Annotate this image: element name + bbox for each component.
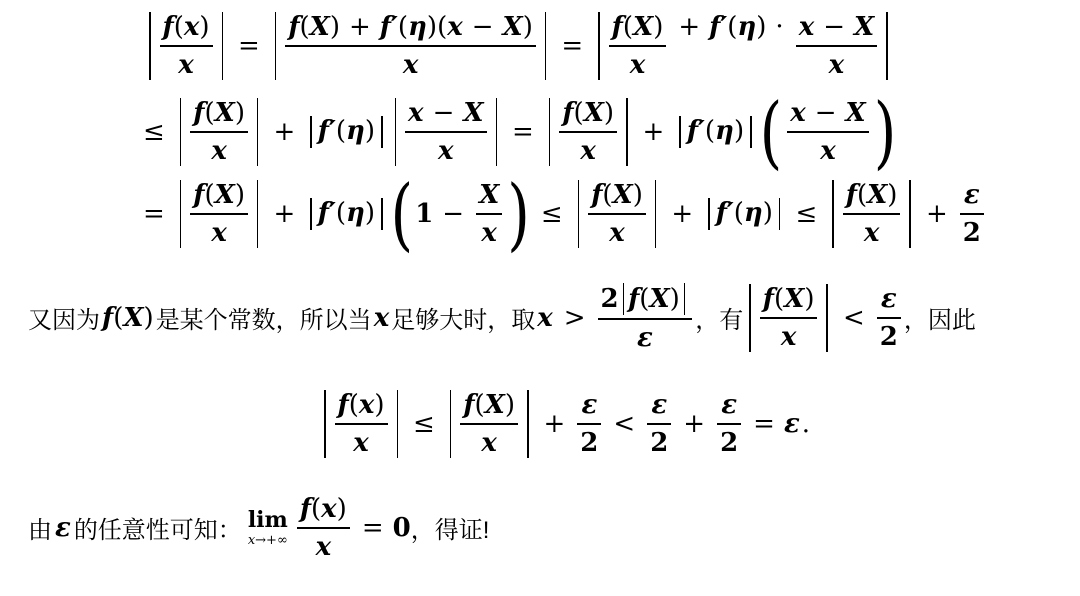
abs-bar: [750, 116, 752, 148]
prose-text: ，有: [695, 307, 744, 335]
abs-x-minus-X-over-x: $\frac{x - X}{x}$: [389, 98, 504, 166]
abs-split: $\frac{f(X)}{x}$ + f′(η) · $\frac{x - X}{x}$: [592, 12, 894, 80]
frac-X-over-x: $\frac{X}{x}$: [476, 180, 502, 248]
prose-text: ，得证!: [410, 517, 490, 545]
abs-bar: [832, 180, 834, 248]
math-operator: −: [442, 199, 465, 229]
math-operator: +: [925, 199, 948, 229]
equation-row-5: $\frac{f(x)}{x}$ ≤ $\frac{f(X)}{x}$ + $\frac{\varepsilon}{2}$ < $\frac{\varepsilon}{2}$ + $\frac{\varepsilon}{2}$ = ε .: [318, 390, 819, 458]
fraction-bar: [598, 318, 693, 320]
abs-bar: [324, 390, 326, 458]
math-operator: +: [543, 408, 566, 439]
abs-bar: [549, 98, 551, 166]
abs-frac-taylor: $\frac{f(X) + f'(\eta)(x - X)}{x}$: [269, 12, 553, 80]
abs-bar: [679, 116, 681, 148]
fraction-bar: [335, 423, 388, 425]
math-operator: =: [361, 512, 384, 543]
abs-fprime-eta-2: f′(η): [673, 116, 757, 148]
math-operator: =: [561, 30, 584, 61]
prose-text: 的任意性可知：: [73, 517, 242, 545]
text-line-conclusion: 由 ε 的任意性可知： lim x→+∞ $\frac{f(x)}{x}$ = 0 ，得证!: [28, 494, 490, 562]
abs-bar: [527, 390, 529, 458]
abs-bar: [749, 284, 751, 352]
abs-bar: [826, 284, 828, 352]
prose-text: ，因此: [903, 307, 976, 335]
equation-row-1: [143, 12, 894, 80]
math-operator: −: [823, 12, 845, 42]
abs-fprime-eta-4: f′(η): [702, 198, 786, 230]
fraction-bar: [577, 423, 601, 425]
equation-row-2: ≤ $\frac{f(X)}{x}$ + f′(η) $\frac{x - X}{x}$ = $\frac{f(X)}{x}$ + f′(η) ( $\frac{x - X}{x}$ ): [143, 86, 897, 178]
abs-fX-over-x-2: $\frac{f(X)}{x}$: [543, 98, 634, 166]
abs-fX-over-x-3: $\frac{f(X)}{x}$: [174, 180, 265, 248]
abs-fprime-eta: f′(η): [304, 116, 388, 148]
abs-bar: [909, 180, 911, 248]
abs-fX-over-x: $\frac{f(X)}{x}$: [174, 98, 265, 166]
fraction-bar: [609, 45, 667, 47]
math-operator: .: [801, 408, 811, 439]
fraction-bar: [559, 131, 617, 133]
abs-bar: [257, 98, 259, 166]
fraction-bar: [160, 45, 213, 47]
fraction-bar: [796, 45, 878, 47]
abs-frac-fx-over-x: $\frac{f(x)}{x}$: [143, 12, 229, 80]
abs-bar: [180, 98, 182, 166]
abs-fx-over-x-2: $\frac{f(x)}{x}$: [318, 390, 404, 458]
fraction-bar: [960, 213, 984, 215]
math-operator: >: [563, 302, 586, 333]
fraction-bar: [787, 131, 869, 133]
fraction-bar: [717, 423, 741, 425]
abs-bar: [626, 98, 628, 166]
math-operator: +: [678, 12, 701, 42]
abs-fX-over-x-4: $\frac{f(X)}{x}$: [572, 180, 663, 248]
abs-bar: [397, 390, 399, 458]
fraction-bar: [190, 131, 248, 133]
frac-2abs-fX-over-eps: 2 f ( X ) ε: [598, 283, 693, 353]
fraction-bar: [460, 423, 518, 425]
abs-fX-over-x-6: $\frac{f(X)}{x}$: [743, 284, 834, 352]
fraction-bar: [405, 131, 487, 133]
math-operator: <: [842, 302, 865, 333]
fraction-bar: [760, 317, 818, 319]
abs-bar: [578, 180, 580, 248]
math-operator: −: [432, 98, 455, 129]
math-operator: −: [471, 12, 494, 42]
abs-bar: [310, 198, 312, 230]
abs-fX-over-x-5: $\frac{f(X)}{x}$: [826, 180, 917, 248]
fraction-bar: [877, 317, 901, 319]
frac-eps-over-2-b: $\frac{\varepsilon}{2}$: [877, 284, 901, 352]
abs-bar: [623, 283, 625, 315]
math-operator: ·: [775, 12, 784, 42]
abs-bar: [222, 12, 224, 80]
prose-text: 由: [28, 517, 52, 545]
math-operator: +: [273, 117, 296, 147]
abs-bar: [708, 198, 710, 230]
fraction-bar: [285, 45, 536, 47]
math-operator: ≤: [413, 408, 435, 439]
frac-fx-over-x-limit: $\frac{f(x)}{x}$: [297, 494, 350, 562]
abs-bar: [545, 12, 547, 80]
abs-bar: [886, 12, 888, 80]
math-operator: <: [613, 408, 636, 439]
math-operator: =: [753, 408, 775, 439]
math-operator: −: [814, 98, 837, 129]
math-operator: ≤: [795, 199, 818, 229]
abs-fprime-eta-3: f′(η): [304, 198, 388, 230]
fraction-bar: [476, 213, 502, 215]
prose-text: 是某个常数，所以当: [155, 307, 372, 335]
math-operator: ≤: [540, 199, 563, 229]
abs-bar: [310, 116, 312, 148]
abs-bar: [779, 198, 781, 230]
abs-bar: [180, 180, 182, 248]
math-operator: +: [671, 199, 694, 229]
math-operator: =: [238, 30, 260, 61]
math-operator: ≤: [143, 117, 165, 147]
abs-bar: [381, 198, 383, 230]
limit-operator: lim x→+∞: [247, 507, 288, 549]
abs-bar: [395, 98, 397, 166]
fraction-bar: [588, 213, 646, 215]
fraction-bar: [843, 213, 901, 215]
equation-row-3: = $\frac{f(X)}{x}$ + f′(η) ( 1 − $\frac{X}{x}$ ) ≤ $\frac{f(X)}{x}$ + f′(η) ≤ $\frac{f(X)}{x}$ + $\frac{\varepsilon}{2}$: [143, 180, 987, 248]
math-operator: +: [642, 117, 665, 147]
frac-eps-over-2: $\frac{\varepsilon}{2}$: [960, 180, 984, 248]
prose-text: 足够大时，取: [391, 307, 536, 335]
abs-bar: [655, 180, 657, 248]
math-operator: +: [683, 408, 706, 439]
fraction-bar: [190, 213, 248, 215]
abs-bar: [257, 180, 259, 248]
abs-bar: [275, 12, 277, 80]
abs-bar: [598, 12, 600, 80]
prose-text: 又因为: [28, 307, 100, 335]
math-operator: =: [143, 199, 165, 229]
math-operator: =: [512, 117, 534, 147]
abs-bar: [149, 12, 151, 80]
fraction-bar: [647, 423, 671, 425]
abs-bar: [381, 116, 383, 148]
math-operator: +: [273, 199, 296, 229]
text-line-1: 又因为 f(X) 是某个常数，所以当 x 足够大时，取 x > 2 f ( X ) ε ，有 $\frac{f(X)}{x}$ < $\frac{\varepsilon}{2}$ ，因此: [28, 284, 976, 353]
abs-fX-over-x-7: $\frac{f(X)}{x}$: [444, 390, 535, 458]
math-operator: +: [349, 12, 371, 42]
abs-bar: [496, 98, 498, 166]
fraction-bar: [297, 527, 350, 529]
abs-bar: [684, 283, 686, 315]
abs-bar: [450, 390, 452, 458]
frac-x-minus-X: $\frac{x - X}{x}$: [787, 98, 869, 166]
